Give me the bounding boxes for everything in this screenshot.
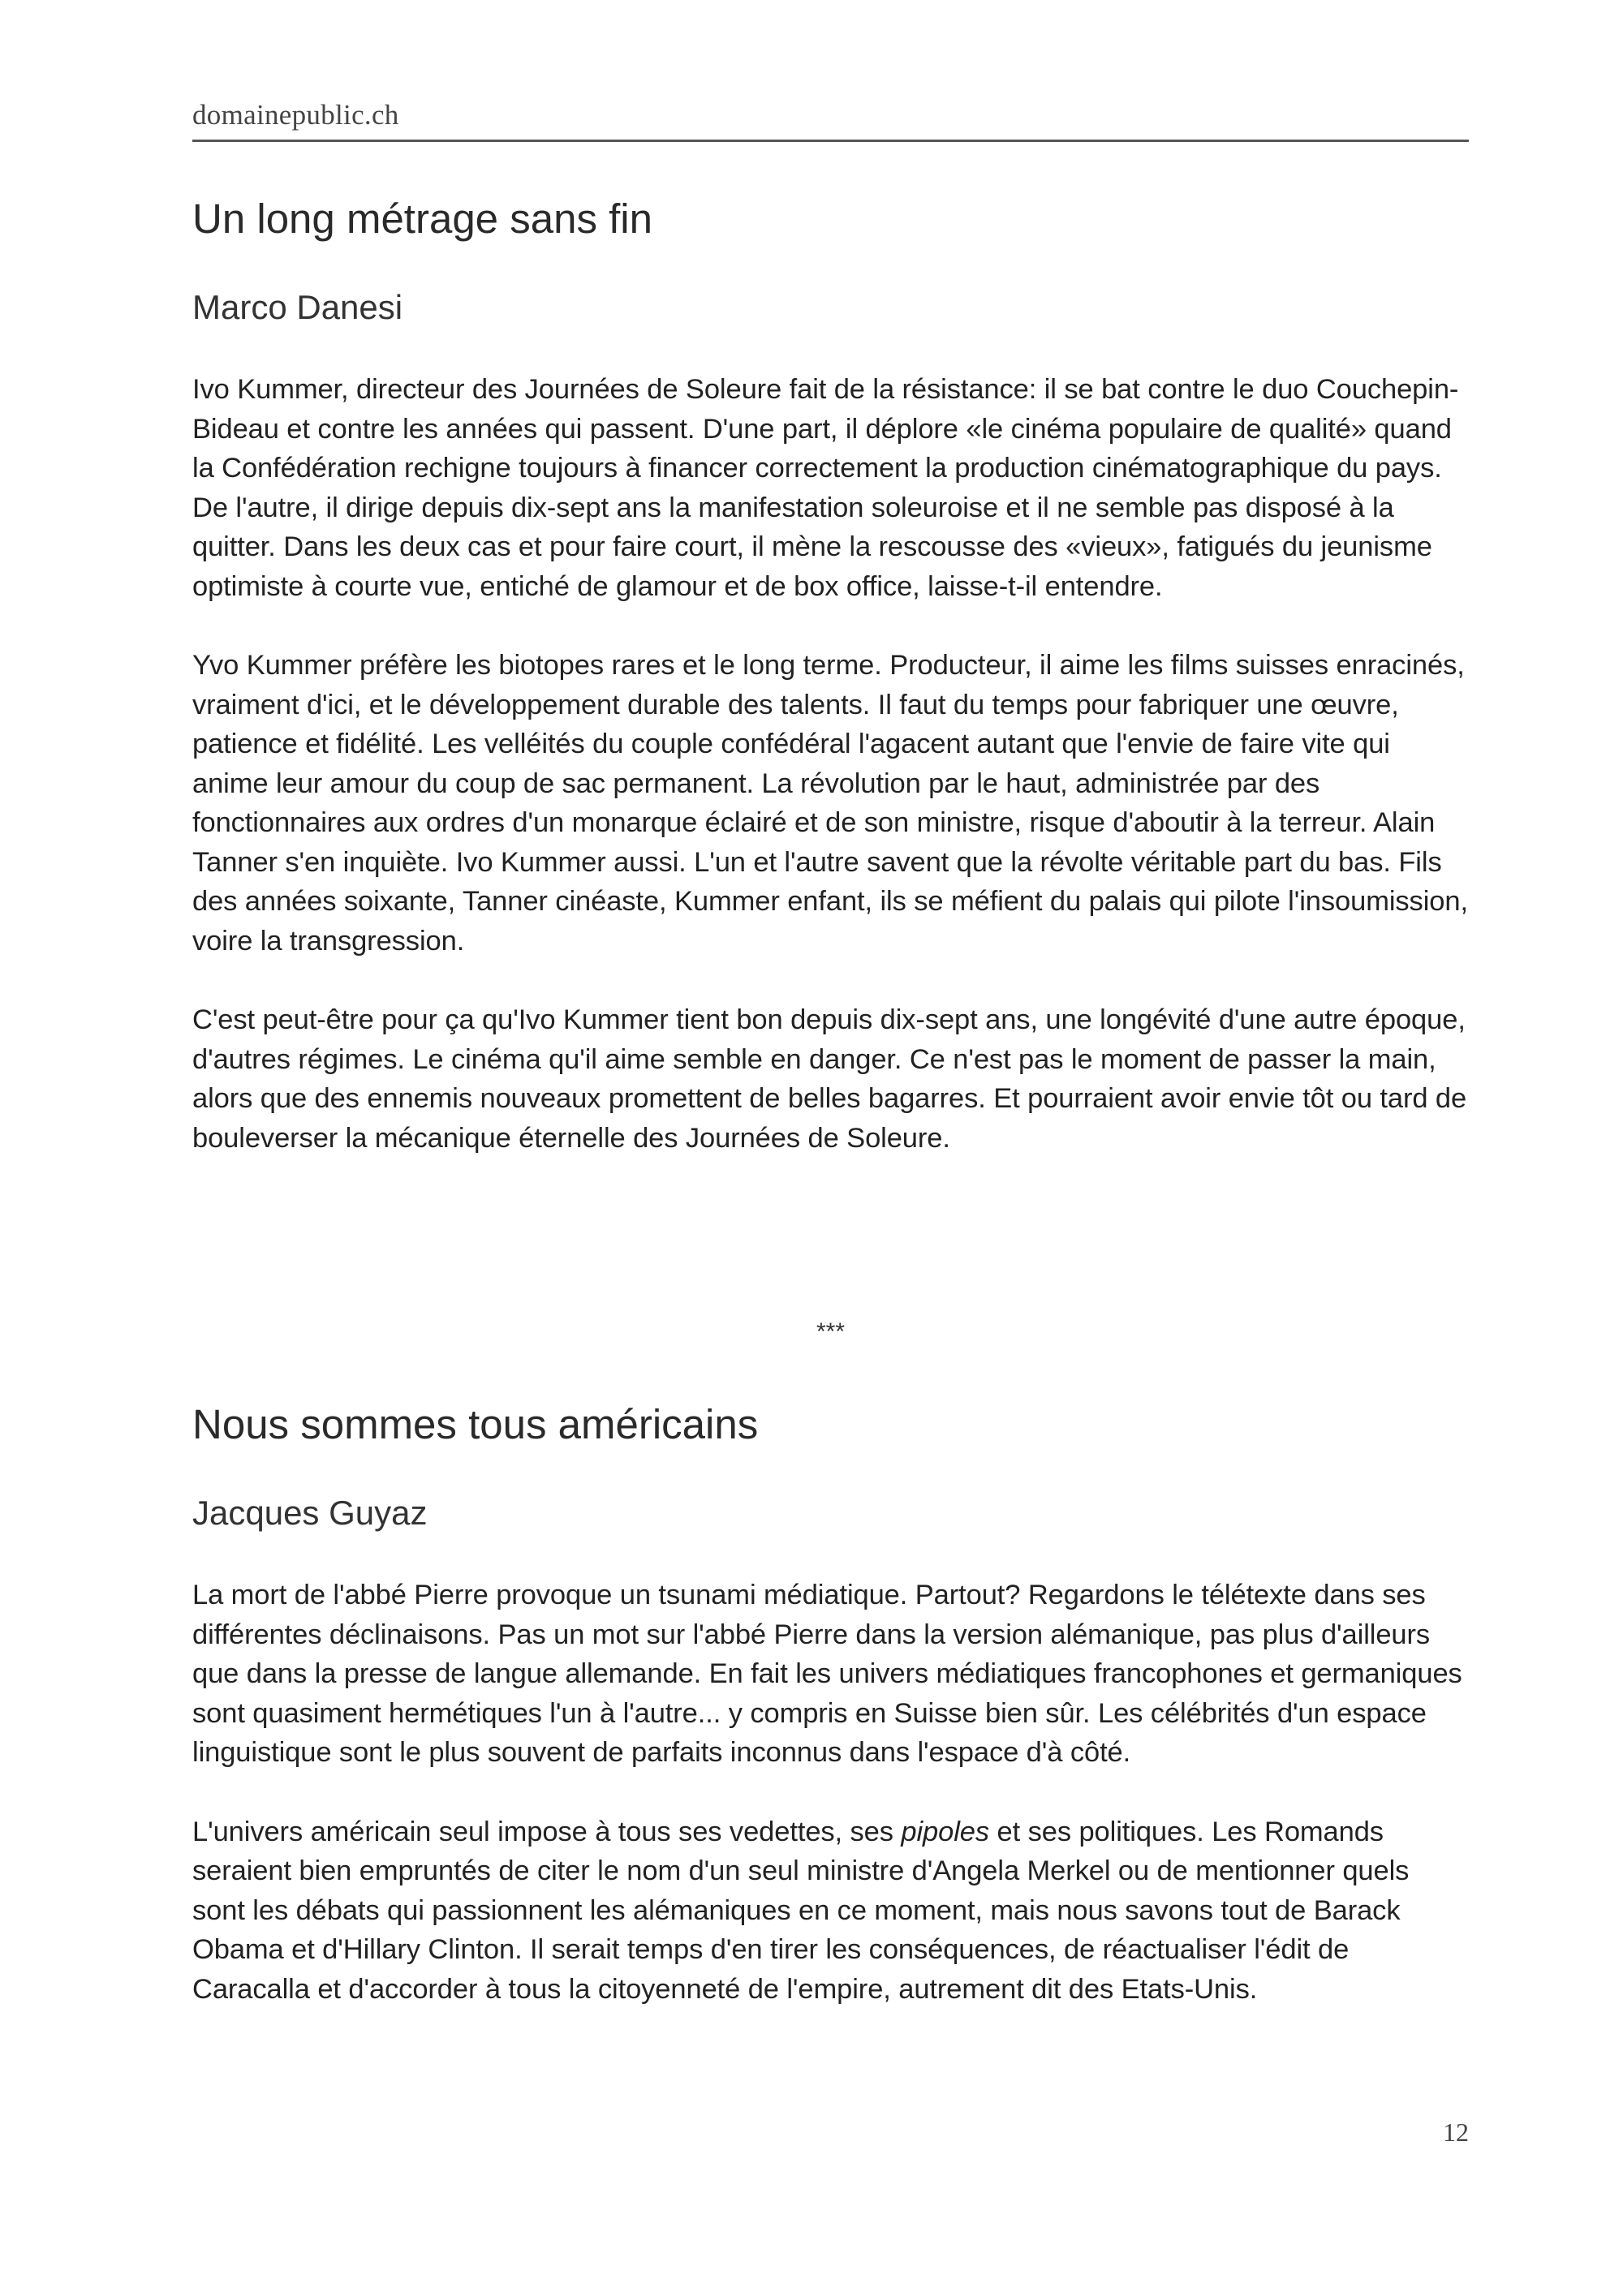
article-paragraph: Yvo Kummer préfère les biotopes rares et le long terme. Producteur, il aime les films suisses enracinés, vraiment d'ici, et le développement durable des talents. Il faut du temps pour fabriquer une œuvre, patience et fidélité. Les velléités du couple confédéral l'agacent autant que l'envie de faire vite qui anime leur amour du coup de sac permanent. La révolution par le haut, administrée par des fonctionnaires aux ordres d'un monarque éclairé et de son ministre, risque d'aboutir à la terreur. Alain Tanner s'en inquiète. Ivo Kummer aussi. L'un et l'autre savent que la révolte véritable part du bas. Fils des années soixante, Tanner cinéaste, Kummer enfant, ils se méfient du palais qui pilote l'insoumission, voire la transgression.: [192, 650, 1468, 957]
article-paragraph: C'est peut-être pour ça qu'Ivo Kummer tient bon depuis dix-sept ans, une longévité d'une autre époque, d'autres régimes. Le cinéma qu'il aime semble en danger. Ce n'est pas le moment de passer la main, alors que des ennemis nouveaux promettent de belles bagarres. Et pourraient avoir envie tôt ou tard de bouleverser la mécanique éternelle des Journées de Soleure.: [192, 1004, 1467, 1154]
article-body: [192, 370, 1469, 1158]
article-2: [192, 1400, 1469, 2049]
page-number: 12: [1443, 2118, 1469, 2147]
article-paragraph: [192, 1812, 1469, 2010]
article-author: Jacques Guyaz: [192, 1494, 428, 1532]
page-header: [192, 99, 1469, 142]
article-title: Un long métrage sans fin: [192, 196, 652, 242]
paragraph-text: L'univers américain seul impose à tous ses vedettes, ses: [192, 1816, 902, 1847]
article-body: [192, 1576, 1469, 2009]
article-author: Marco Danesi: [192, 288, 403, 326]
article-title: Nous sommes tous américains: [192, 1401, 759, 1447]
emphasis-text: pipoles: [901, 1816, 990, 1847]
paragraph-text: et ses politiques. Les Romands seraient bien empruntés de citer le nom d'un seul ministre d'Angela Merkel ou de mentionner quels sont les débats qui passionnent les alémaniques en ce moment, mais nous savons tout de Barack Obama et d'Hillary Clinton. Il serait temps d'en tirer les conséquences, de réactualiser l'édit de Caracalla et d'accorder à tous la citoyenneté de l'empire, autrement dit des Etats-Unis.: [192, 1816, 1410, 2005]
article-1: [192, 195, 1469, 1197]
section-separator: ***: [816, 1318, 846, 1345]
site-name: domainepublic.ch: [192, 99, 399, 131]
article-paragraph: La mort de l'abbé Pierre provoque un tsunami médiatique. Partout? Regardons le télétexte dans ses différentes déclinaisons. Pas un mot sur l'abbé Pierre dans la version alémanique, pas plus d'ailleurs que dans la presse de langue allemande. En fait les univers médiatiques francophones et germaniques sont quasiment hermétiques l'un à l'autre... y compris en Suisse bien sûr. Les célébrités d'un espace linguistique sont le plus souvent de parfaits inconnus dans l'espace d'à côté.: [192, 1580, 1462, 1768]
article-paragraph: Ivo Kummer, directeur des Journées de Soleure fait de la résistance: il se bat contre le duo Couchepin-Bideau et contre les années qui passent. D'une part, il déplore «le cinéma populaire de qualité» quand la Confédération rechigne toujours à financer correctement la production cinématographique du pays. De l'autre, il dirige depuis dix-sept ans la manifestation soleuroise et il ne semble pas disposé à la quitter. Dans les deux cas et pour faire court, il mène la rescousse des «vieux», fatigués du jeunisme optimiste à courte vue, entiché de glamour et de box office, laisse-t-il entendre.: [192, 374, 1459, 602]
